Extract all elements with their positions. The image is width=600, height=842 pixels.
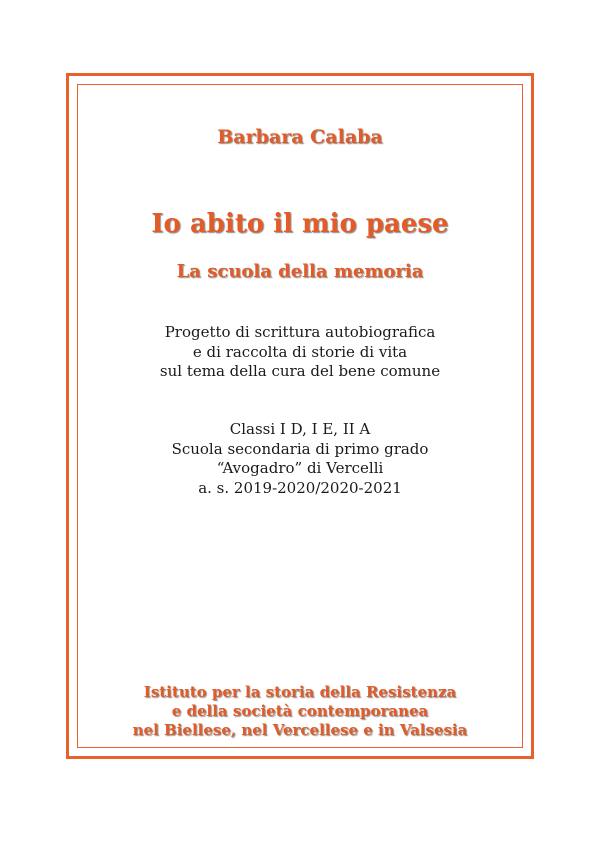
description-line: sul tema della cura del bene comune — [159, 362, 441, 380]
inner-border-frame — [77, 84, 523, 748]
school-line: Classi I D, I E, II A — [229, 420, 371, 438]
school-line: a. s. 2019-2020/2020-2021 — [198, 478, 402, 497]
author-name: Barbara Calaba — [217, 126, 383, 148]
description-line: Progetto di scrittura autobiografica — [164, 323, 436, 341]
school-line: Scuola secondaria di primo grado — [171, 439, 429, 458]
school-line: “Avogadro” di Vercelli — [216, 459, 384, 477]
book-title: Io abito il mio paese — [151, 209, 449, 239]
school-info — [0, 420, 600, 498]
publisher-line: e della società contemporanea — [171, 702, 429, 720]
book-subtitle: La scuola della memoria — [176, 261, 424, 282]
publisher-block — [0, 683, 600, 740]
description-line: e di raccolta di storie di vita — [192, 342, 408, 361]
publisher-line: Istituto per la storia della Resistenza — [143, 683, 457, 701]
project-description — [0, 323, 600, 382]
publisher-line: nel Biellese, nel Vercellese e in Valsesia — [132, 721, 468, 739]
